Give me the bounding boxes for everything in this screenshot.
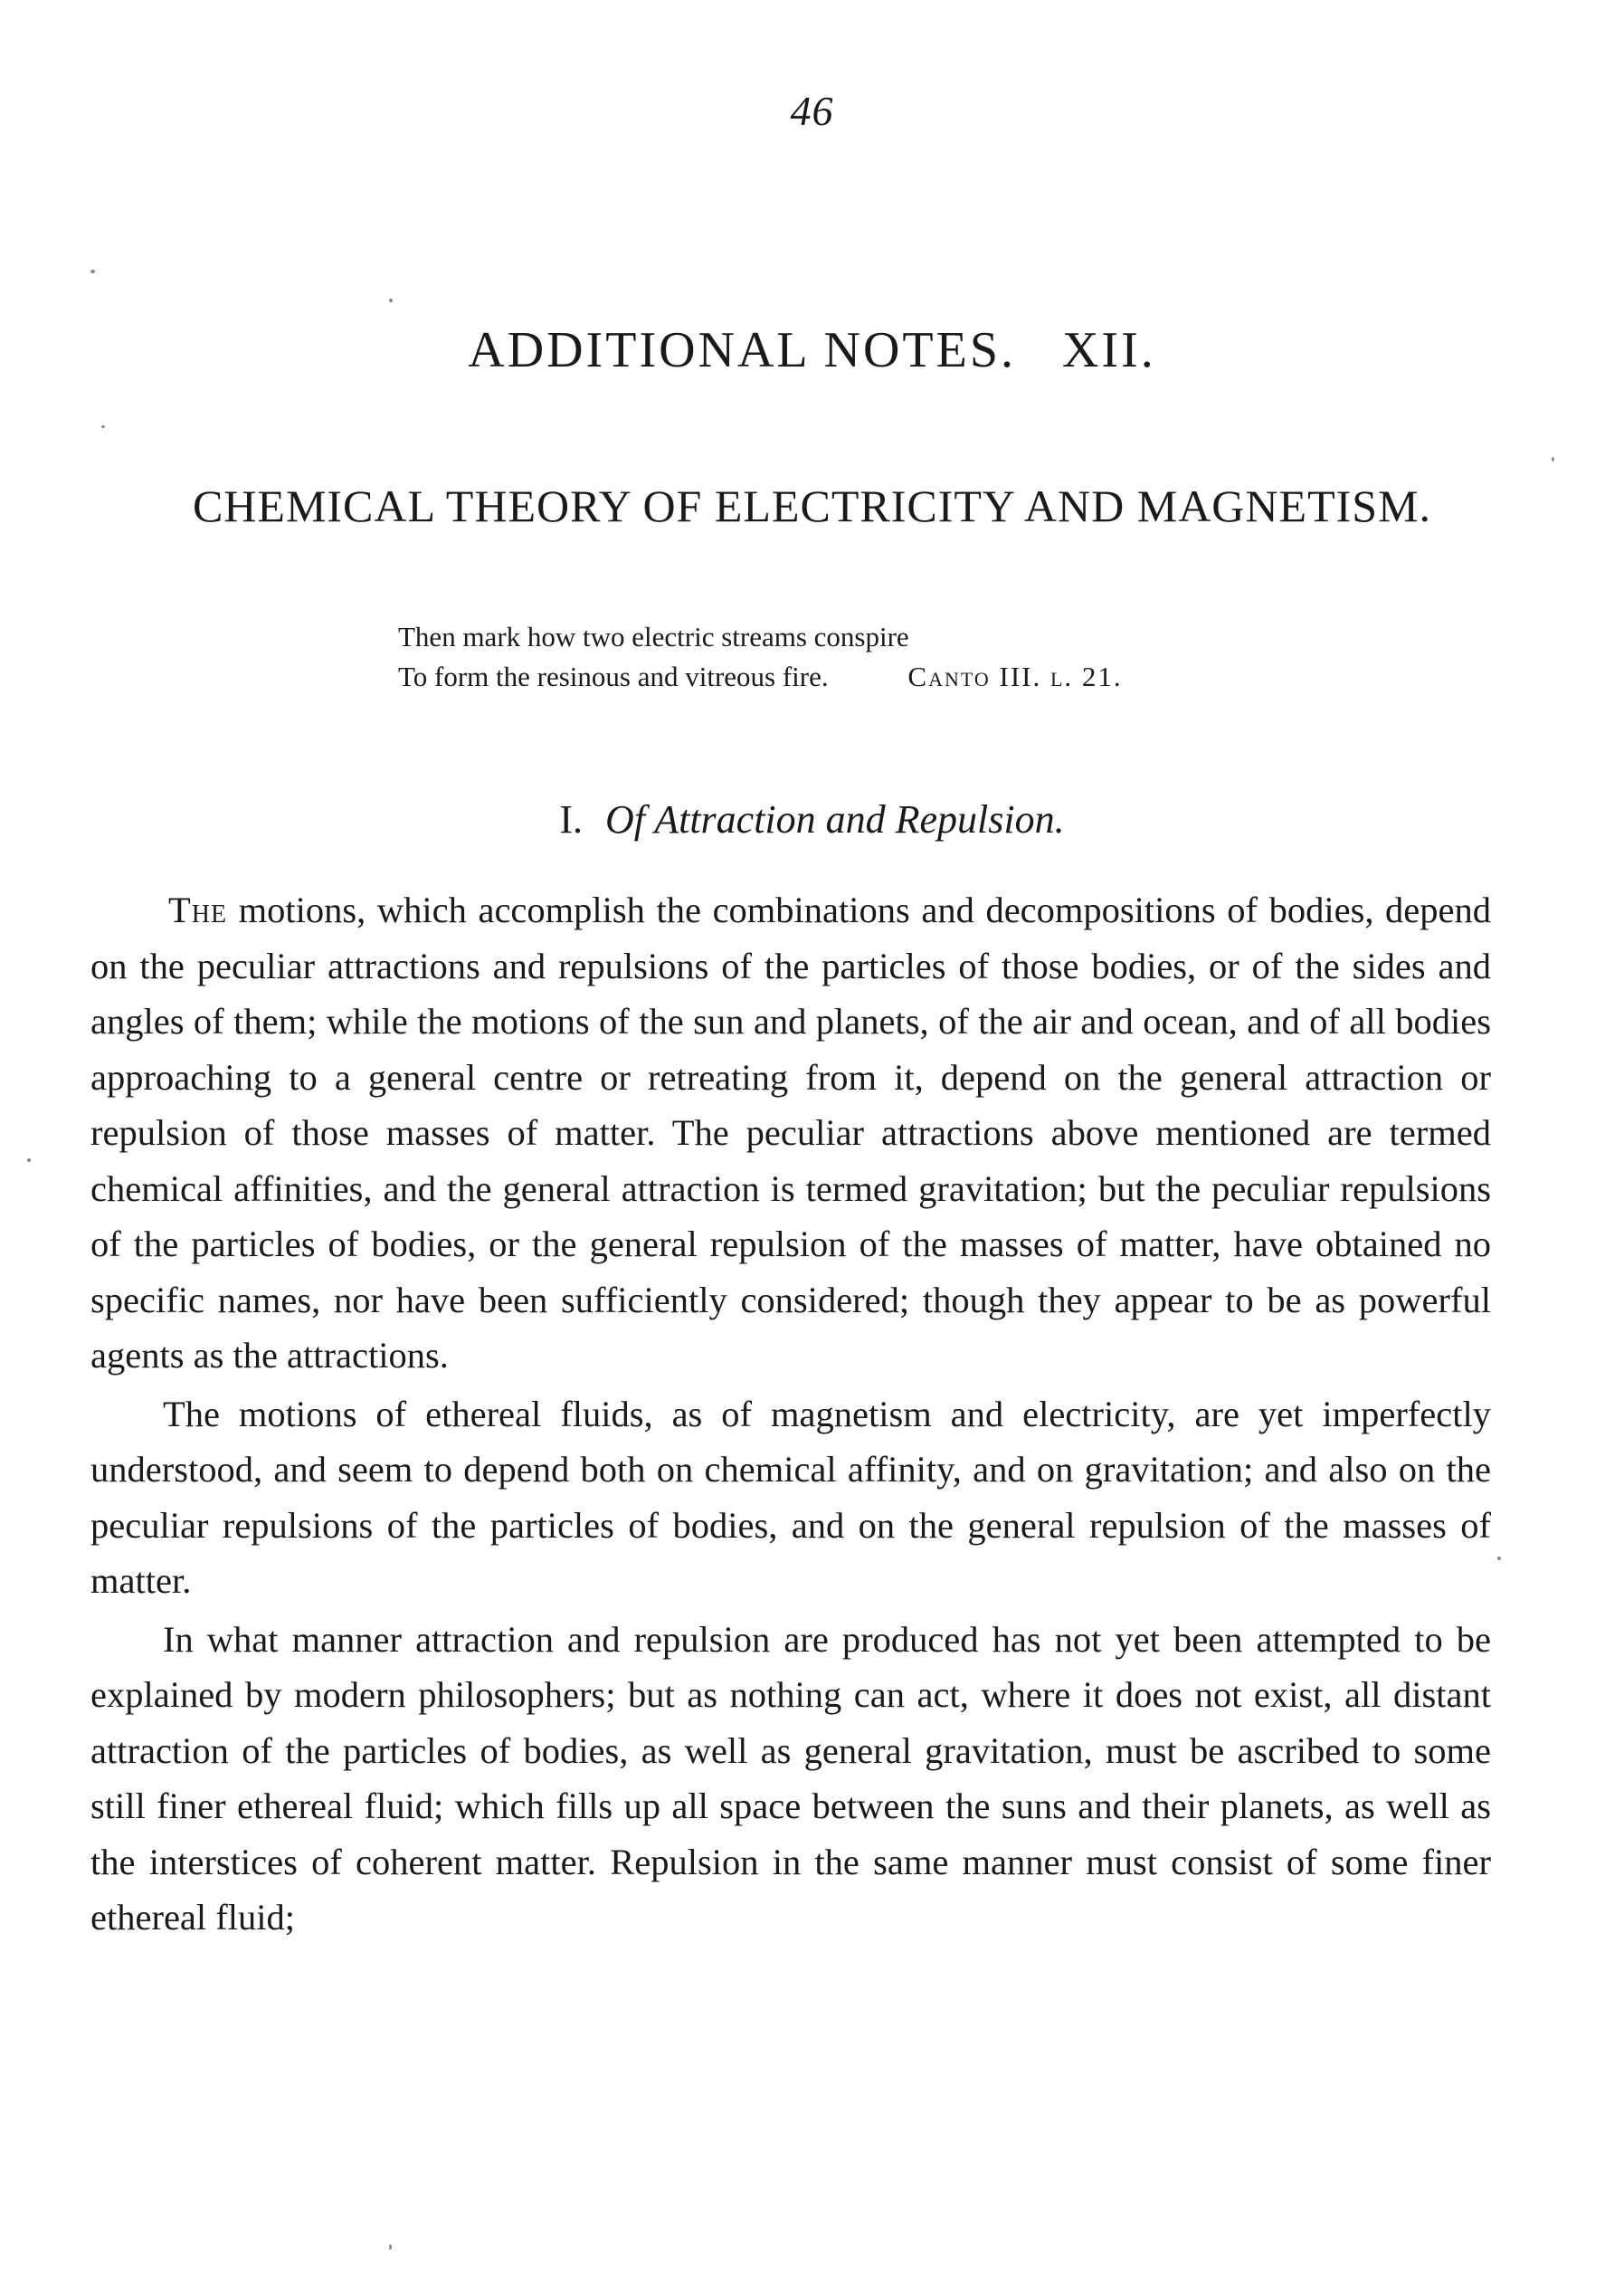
scan-speck: [1552, 457, 1554, 462]
paragraph-1-lead: The: [168, 890, 228, 930]
chapter-subheading: CHEMICAL THEORY OF ELECTRICITY AND MAGNETISM.: [192, 481, 1432, 531]
scan-speck: [27, 1158, 31, 1162]
paragraph-1-text: motions, which accomplish the combinations and decompositions of bodies, depend on the peculiar attractions and repulsions of the particles of those bodies, or of the sides and angles of them; while the motions of the sun and planets, of the air and ocean, and of all bodies approaching to a general centre or retreating from it, depend on the general attraction or repulsion of those masses of matter. The peculiar attractions above mentioned are termed chemical affinities, and the general attraction is termed gravitation; but the peculiar repulsions of the particles of bodies, or the general repulsion of the masses of matter, have obtained no specific names, nor have been sufficiently considered; though they appear to be as powerful agents as the attractions.: [90, 890, 1491, 1376]
epigraph-line-2: To form the resinous and vitreous fire.: [398, 661, 829, 692]
epigraph-line-2-row: [398, 657, 1357, 697]
paragraph-1: [90, 882, 1491, 1384]
epigraph: [398, 617, 1357, 697]
scan-speck: [389, 2244, 392, 2250]
scan-speck: [389, 299, 393, 302]
section-title: [0, 796, 1624, 843]
epigraph-source: Canto III. l. 21.: [907, 661, 1123, 692]
page-number: 46: [790, 88, 834, 134]
scan-speck: [101, 425, 105, 428]
section-title-text: Of Attraction and Repulsion.: [605, 797, 1065, 842]
section-number: I.: [559, 797, 584, 842]
scan-speck: [1497, 1557, 1501, 1560]
paragraph-3: In what manner attraction and repulsion are produced has not yet been attempted to be explained by modern philosophers; but as nothing can act, where it does not exist, all distant attraction of the particles of bodies, as well as general gravitation, must be ascribed to some still finer ethereal fluid; which fills up all space between the suns and their planets, as well as the interstices of coherent matter. Repulsion in the same manner must consist of some finer ethereal fluid;: [90, 1618, 1491, 1938]
notes-heading: ADDITIONAL NOTES. XII.: [468, 322, 1156, 378]
paragraph-2: The motions of ethereal fluids, as of magnetism and electricity, are yet imperfectly understood, and seem to depend both on chemical affinity, and on gravitation; and also on the peculiar repulsions of the particles of bodies, and on the general repulsion of the masses of matter.: [90, 1393, 1491, 1601]
body-text: [90, 882, 1491, 1946]
epigraph-line-1: Then mark how two electric streams conspire: [398, 621, 909, 652]
scan-speck: [90, 270, 95, 273]
